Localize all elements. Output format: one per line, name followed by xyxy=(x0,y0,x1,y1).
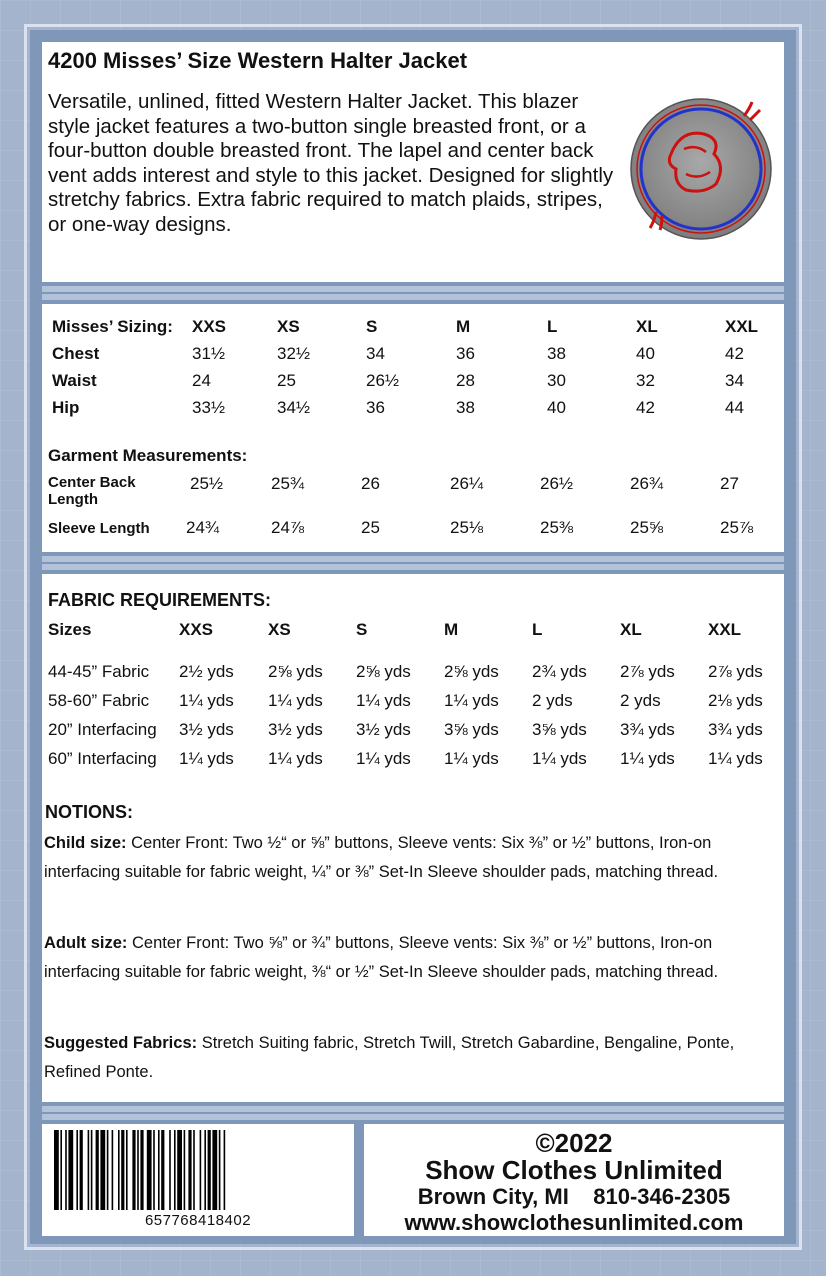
notions-adult xyxy=(44,929,780,987)
cell: 42 xyxy=(725,344,744,363)
divider xyxy=(42,1114,784,1120)
website: www.showclothesunlimited.com xyxy=(404,1210,744,1235)
copyright: ©2022 xyxy=(535,1128,613,1158)
garment-row-sleeve-length xyxy=(42,518,784,544)
barcode xyxy=(50,1130,346,1212)
show-clothes-logo xyxy=(626,94,776,244)
garment-heading: Garment Measurements: xyxy=(48,446,248,465)
cell: 24⅞ xyxy=(271,518,305,537)
fabric-row xyxy=(42,691,784,717)
cell: 25⅝ xyxy=(630,518,664,537)
cell: 2⅛ yds xyxy=(708,691,763,710)
cell: 33½ xyxy=(192,398,226,417)
size-header: XS xyxy=(268,620,291,639)
cell: 25½ xyxy=(190,474,224,493)
sizing-row-hip xyxy=(42,398,784,424)
divider xyxy=(42,286,784,292)
cell: 32½ xyxy=(277,344,311,363)
cell: 2⅞ yds xyxy=(708,662,763,681)
page-title: 4200 Misses’ Size Western Halter Jacket xyxy=(48,48,468,73)
cell: 3¾ yds xyxy=(708,720,763,739)
cell: 1¼ yds xyxy=(444,749,499,768)
row-label: 60” Interfacing xyxy=(48,749,157,768)
cell: 30 xyxy=(547,371,566,390)
child-size-label: Child size: xyxy=(44,834,127,852)
cell: 3½ yds xyxy=(179,720,234,739)
cell: 38 xyxy=(547,344,566,363)
cell: 2⅞ yds xyxy=(620,662,675,681)
company-panel xyxy=(364,1124,784,1236)
cell: 26½ xyxy=(366,371,400,390)
cell: 26 xyxy=(361,474,380,493)
cell: 26¾ xyxy=(630,474,664,493)
header-panel xyxy=(42,42,784,282)
size-header: M xyxy=(444,620,459,639)
cell: 2⅝ yds xyxy=(268,662,323,681)
suggested-fabrics xyxy=(44,1029,780,1087)
cell: 24¾ xyxy=(186,518,220,537)
cell: 2⅝ yds xyxy=(356,662,411,681)
cell: 2 yds xyxy=(620,691,661,710)
size-header: S xyxy=(366,317,378,336)
size-header: L xyxy=(547,317,558,336)
notions-heading: NOTIONS: xyxy=(45,802,133,822)
row-label: 58-60” Fabric xyxy=(48,691,150,710)
cell: 34½ xyxy=(277,398,311,417)
cell: 25⅜ xyxy=(540,518,574,537)
cell: 36 xyxy=(366,398,385,417)
size-header: XXL xyxy=(725,317,759,336)
row-label: Center Back Length xyxy=(48,474,136,508)
row-label: Sleeve Length xyxy=(48,520,150,537)
cell: 1¼ yds xyxy=(179,691,234,710)
fabric-header-row xyxy=(42,620,784,646)
size-header: S xyxy=(356,620,368,639)
adult-size-label: Adult size: xyxy=(44,934,128,952)
cell: 1¼ yds xyxy=(268,749,323,768)
company-name: Show Clothes Unlimited xyxy=(425,1155,723,1185)
cell: 1¼ yds xyxy=(356,749,411,768)
size-header: XS xyxy=(277,317,300,336)
cell: 40 xyxy=(547,398,566,417)
divider xyxy=(42,1106,784,1112)
fabric-row xyxy=(42,662,784,688)
cell: 27 xyxy=(720,474,739,493)
divider xyxy=(42,564,784,570)
location-phone: Brown City, MI 810-346-2305 xyxy=(417,1184,731,1209)
cell: 25⅛ xyxy=(450,518,484,537)
size-header: XXL xyxy=(708,620,742,639)
cell: 44 xyxy=(725,398,744,417)
cell: 36 xyxy=(456,344,475,363)
adult-size-text: Center Front: Two ⅝” or ¾” buttons, Sleeve vents: Six ⅜” or ½” buttons, Iron-on interfacing suitable for fabric weight, ⅜“ or ½” Set-In Sleeve shoulder pads, matching thread. xyxy=(44,934,719,981)
size-header: L xyxy=(532,620,543,639)
cell: 28 xyxy=(456,371,475,390)
row-label: 20” Interfacing xyxy=(48,720,157,739)
sizing-header-row xyxy=(42,317,784,343)
sizing-label: Misses’ Sizing: xyxy=(52,317,173,336)
cell: 25¾ xyxy=(271,474,305,493)
divider xyxy=(42,556,784,562)
sizing-row-waist xyxy=(42,371,784,397)
child-size-text: Center Front: Two ½“ or ⅝” buttons, Sleeve vents: Six ⅜” or ½” buttons, Iron-on interfacing suitable for fabric weight, ¼” or ⅜” Set-In Sleeve shoulder pads, matching thread. xyxy=(44,834,719,881)
sizing-row-chest xyxy=(42,344,784,370)
cell: 1¼ yds xyxy=(179,749,234,768)
cell: 3⅝ yds xyxy=(444,720,499,739)
size-header: XL xyxy=(636,317,658,336)
cell: 34 xyxy=(366,344,385,363)
size-header: M xyxy=(456,317,471,336)
cell: 42 xyxy=(636,398,655,417)
suggested-fabrics-label: Suggested Fabrics: xyxy=(44,1034,198,1052)
size-header: XL xyxy=(620,620,642,639)
garment-row-back-length xyxy=(42,474,784,510)
cell: 2½ yds xyxy=(179,662,234,681)
cell: 1¼ yds xyxy=(708,749,763,768)
notions-child xyxy=(44,829,780,887)
cell: 2 yds xyxy=(532,691,573,710)
cell: 1¼ yds xyxy=(444,691,499,710)
cell: 3½ yds xyxy=(356,720,411,739)
row-label: 44-45” Fabric xyxy=(48,662,150,681)
cell: 25 xyxy=(277,371,296,390)
divider xyxy=(42,294,784,300)
cell: 26½ xyxy=(540,474,574,493)
pattern-description: Versatile, unlined, fitted Western Halter Jacket. This blazer style jacket features a two-button single breasted front, or a four-button double breasted front. The lapel and center back vent adds interest and style to this jacket. Designed for slightly stretchy fabrics. Extra fabric required to match plaids, stripes, or one-way designs. xyxy=(48,90,614,236)
cell: 25 xyxy=(361,518,380,537)
suggested-fabrics-text: Stretch Suiting fabric, Stretch Twill, Stretch Gabardine, Bengaline, Ponte, Refined Ponte. xyxy=(44,1034,735,1081)
row-label: Chest xyxy=(52,344,100,363)
barcode-panel xyxy=(42,1124,354,1236)
cell: 2⅝ yds xyxy=(444,662,499,681)
cell: 3⅝ yds xyxy=(532,720,587,739)
cell: 38 xyxy=(456,398,475,417)
cell: 32 xyxy=(636,371,655,390)
cell: 34 xyxy=(725,371,744,390)
size-header: XXS xyxy=(179,620,214,639)
cell: 1¼ yds xyxy=(532,749,587,768)
row-label: Waist xyxy=(52,371,97,390)
sizes-label: Sizes xyxy=(48,620,92,639)
cell: 1¼ yds xyxy=(356,691,411,710)
fabric-heading: FABRIC REQUIREMENTS: xyxy=(48,590,272,610)
size-header: XXS xyxy=(192,317,227,336)
cell: 31½ xyxy=(192,344,226,363)
cell: 2¾ yds xyxy=(532,662,587,681)
row-label: Hip xyxy=(52,398,80,417)
cell: 3¾ yds xyxy=(620,720,675,739)
sizing-panel xyxy=(42,304,784,552)
fabric-panel xyxy=(42,574,784,1102)
cell: 3½ yds xyxy=(268,720,323,739)
cell: 26¼ xyxy=(450,474,484,493)
fabric-row xyxy=(42,720,784,746)
cell: 24 xyxy=(192,371,211,390)
fabric-row xyxy=(42,749,784,775)
cell: 25⅞ xyxy=(720,518,754,537)
cell: 40 xyxy=(636,344,655,363)
cell: 1¼ yds xyxy=(620,749,675,768)
cell: 1¼ yds xyxy=(268,691,323,710)
barcode-number: 657768418402 xyxy=(144,1212,252,1229)
